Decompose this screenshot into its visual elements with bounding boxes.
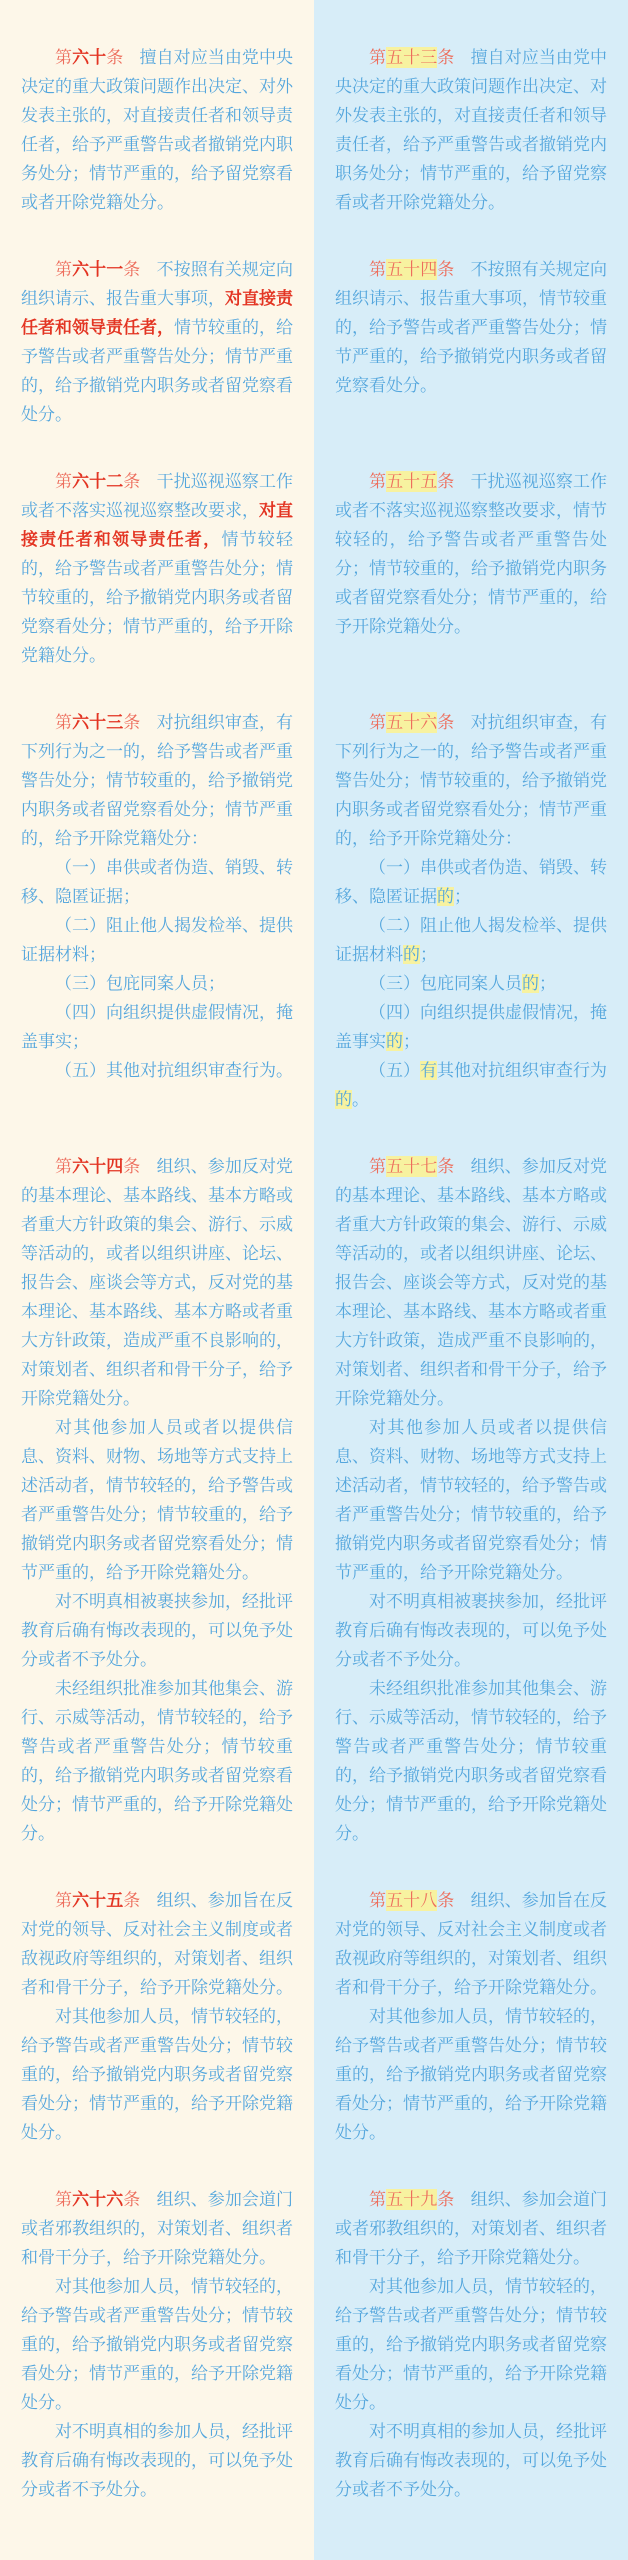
paragraph bbox=[21, 2185, 293, 2272]
article-number: 五十四 bbox=[386, 260, 438, 279]
text-segment: （四）向组织提供虚假情况，掩盖事实； bbox=[21, 1003, 293, 1051]
article-number: 五十九 bbox=[386, 2190, 438, 2209]
text-segment: ； bbox=[539, 974, 556, 993]
text-segment: 组织、参加会道门或者邪教组织的，对策划者、组织者和骨干分子，给予开除党籍处分。 bbox=[21, 2190, 294, 2267]
paragraph bbox=[21, 1056, 293, 1085]
article-marker-prefix: 第 bbox=[55, 2190, 73, 2209]
text-segment: 。 bbox=[352, 1090, 369, 1109]
highlight-segment: 有 bbox=[420, 1061, 437, 1080]
emphasis-segment: 对直接责任者和领导责任者， bbox=[21, 289, 293, 337]
paragraph bbox=[21, 2002, 293, 2147]
article-marker-suffix: 条 bbox=[437, 472, 455, 491]
article-marker-prefix: 第 bbox=[369, 1891, 387, 1910]
highlight-segment: 的 bbox=[403, 945, 420, 964]
article-number: 五十八 bbox=[386, 1891, 438, 1910]
paragraph bbox=[335, 708, 607, 853]
paragraph bbox=[335, 2417, 607, 2504]
text-segment: 情节较轻的，给予警告或者严重警告处分；情节较重的，给予撤销党内职务或者留党察看处分；情节严重的，给予开除党籍处分。 bbox=[21, 530, 294, 665]
article-marker-suffix: 条 bbox=[123, 1157, 141, 1176]
article-marker-suffix: 条 bbox=[123, 472, 141, 491]
new-version-article-五十九 bbox=[314, 2166, 628, 2560]
text-segment: 对抗组织审查，有下列行为之一的，给予警告或者严重警告处分；情节较重的，给予撤销党内职务或者留党察看处分；情节严重的，给予开除党籍处分： bbox=[21, 713, 294, 848]
text-segment: （一）串供或者伪造、销毁、转移、隐匿证据 bbox=[335, 858, 607, 906]
article-marker-prefix: 第 bbox=[369, 1157, 387, 1176]
old-version-article-六十六 bbox=[0, 2166, 314, 2560]
text-segment: （一）串供或者伪造、销毁、转移、隐匿证据； bbox=[21, 858, 293, 906]
text-segment: 组织、参加反对党的基本理论、基本路线、基本方略或者重大方针政策的集会、游行、示威等活动的，或者以组织讲座、论坛、报告会、座谈会等方式，反对党的基本理论、基本路线、基本方略或者重大方针政策，造成严重不良影响的，对策划者、组织者和骨干分子，给予开除党籍处分。 bbox=[21, 1157, 294, 1408]
text-segment: 擅自对应当由党中央决定的重大政策问题作出决定、对外发表主张的，对直接责任者和领导责任者，给予严重警告或者撤销党内职务处分；情节严重的，给予留党察看或者开除党籍处分。 bbox=[21, 48, 294, 212]
highlight-segment: 的 bbox=[386, 1032, 403, 1051]
highlight-segment: 的 bbox=[522, 974, 539, 993]
old-version-article-六十四 bbox=[0, 1133, 314, 1867]
article-marker-suffix: 条 bbox=[437, 2190, 455, 2209]
paragraph bbox=[21, 2272, 293, 2417]
text-segment: 干扰巡视巡察工作或者不落实巡视巡察整改要求， bbox=[21, 472, 294, 520]
paragraph bbox=[21, 1152, 293, 1413]
highlight-segment: 的 bbox=[335, 1090, 352, 1109]
article-number: 五十三 bbox=[386, 48, 438, 67]
paragraph bbox=[335, 1413, 607, 1587]
old-version-article-六十一 bbox=[0, 236, 314, 448]
article-marker-suffix: 条 bbox=[123, 2190, 141, 2209]
article-number: 六十五 bbox=[72, 1891, 124, 1910]
paragraph bbox=[335, 255, 607, 400]
text-segment: （三）包庇同案人员； bbox=[55, 974, 225, 993]
article-marker-prefix: 第 bbox=[369, 472, 387, 491]
text-segment: 未经组织批准参加其他集会、游行、示威等活动，情节较轻的，给予警告或者严重警告处分；情节较重的，给予撤销党内职务或者留党察看处分；情节严重的，给予开除党籍处分。 bbox=[335, 1679, 607, 1843]
paragraph bbox=[335, 1152, 607, 1413]
article-marker-prefix: 第 bbox=[55, 48, 73, 67]
text-segment: （五） bbox=[369, 1061, 420, 1080]
paragraph bbox=[21, 255, 293, 429]
new-version-article-五十八 bbox=[314, 1867, 628, 2166]
text-segment: 对其他参加人员，情节较轻的，给予警告或者严重警告处分；情节较重的，给予撤销党内职务或者留党察看处分；情节严重的，给予开除党籍处分。 bbox=[21, 2277, 293, 2412]
new-version-article-五十五 bbox=[314, 448, 628, 689]
article-marker-suffix: 条 bbox=[437, 1157, 455, 1176]
article-marker-suffix: 条 bbox=[437, 48, 455, 67]
text-segment: ； bbox=[454, 887, 471, 906]
old-version-article-六十二 bbox=[0, 448, 314, 689]
article-marker-prefix: 第 bbox=[55, 1157, 73, 1176]
article-number: 五十七 bbox=[386, 1157, 438, 1176]
paragraph bbox=[21, 1886, 293, 2002]
text-segment: 对其他参加人员或者以提供信息、资料、财物、场地等方式支持上述活动者，情节较轻的，给予警告或者严重警告处分；情节较重的，给予撤销党内职务或者留党察看处分；情节严重的，给予开除党籍处分。 bbox=[21, 1418, 293, 1582]
text-segment: 组织、参加旨在反对党的领导、反对社会主义制度或者敌视政府等组织的，对策划者、组织者和骨干分子，给予开除党籍处分。 bbox=[21, 1891, 294, 1997]
text-segment: （二）阻止他人揭发检举、提供证据材料 bbox=[335, 916, 607, 964]
new-version-article-五十四 bbox=[314, 236, 628, 448]
paragraph bbox=[21, 2417, 293, 2504]
paragraph bbox=[335, 998, 607, 1056]
text-segment: 其他对抗组织审查行为 bbox=[437, 1061, 607, 1080]
article-marker-prefix: 第 bbox=[55, 713, 73, 732]
article-marker-suffix: 条 bbox=[123, 713, 141, 732]
article-number: 六十 bbox=[72, 48, 107, 67]
article-marker-suffix: 条 bbox=[437, 260, 455, 279]
article-marker-prefix: 第 bbox=[55, 260, 73, 279]
text-segment: 对其他参加人员，情节较轻的，给予警告或者严重警告处分；情节较重的，给予撤销党内职务或者留党察看处分；情节严重的，给予开除党籍处分。 bbox=[335, 2007, 607, 2142]
text-segment: 组织、参加反对党的基本理论、基本路线、基本方略或者重大方针政策的集会、游行、示威等活动的，或者以组织讲座、论坛、报告会、座谈会等方式，反对党的基本理论、基本路线、基本方略或者重大方针政策，造成严重不良影响的，对策划者、组织者和骨干分子，给予开除党籍处分。 bbox=[335, 1157, 608, 1408]
paragraph bbox=[21, 853, 293, 911]
text-segment: （四）向组织提供虚假情况，掩盖事实 bbox=[335, 1003, 607, 1051]
article-marker-suffix: 条 bbox=[106, 48, 124, 67]
article-marker-suffix: 条 bbox=[123, 260, 141, 279]
paragraph bbox=[335, 1674, 607, 1848]
text-segment: 擅自对应当由党中央决定的重大政策问题作出决定、对外发表主张的，对直接责任者和领导责任者，给予严重警告或者撤销党内职务处分；情节严重的，给予留党察看或者开除党籍处分。 bbox=[335, 48, 608, 212]
new-version-article-五十三 bbox=[314, 0, 628, 236]
paragraph bbox=[335, 1587, 607, 1674]
article-marker-prefix: 第 bbox=[369, 713, 387, 732]
text-segment: 对不明真相的参加人员，经批评教育后确有悔改表现的，可以免予处分或者不予处分。 bbox=[21, 2422, 293, 2499]
article-marker-suffix: 条 bbox=[437, 713, 455, 732]
article-marker-prefix: 第 bbox=[369, 2190, 387, 2209]
article-number: 六十六 bbox=[72, 2190, 124, 2209]
article-number: 五十六 bbox=[386, 713, 438, 732]
paragraph bbox=[335, 2185, 607, 2272]
text-segment: （三）包庇同案人员 bbox=[369, 974, 522, 993]
article-marker-suffix: 条 bbox=[123, 1891, 141, 1910]
paragraph bbox=[21, 998, 293, 1056]
text-segment: 对其他参加人员，情节较轻的，给予警告或者严重警告处分；情节较重的，给予撤销党内职务或者留党察看处分；情节严重的，给予开除党籍处分。 bbox=[335, 2277, 607, 2412]
paragraph bbox=[335, 2272, 607, 2417]
text-segment: 情节较重的，给予警告或者严重警告处分；情节严重的，给予撤销党内职务或者留党察看处分。 bbox=[21, 318, 293, 424]
article-number: 六十一 bbox=[72, 260, 124, 279]
paragraph bbox=[21, 969, 293, 998]
text-segment: 组织、参加会道门或者邪教组织的，对策划者、组织者和骨干分子，给予开除党籍处分。 bbox=[335, 2190, 608, 2267]
article-marker-prefix: 第 bbox=[369, 260, 387, 279]
text-segment: 对不明真相被裹挟参加，经批评教育后确有悔改表现的，可以免予处分或者不予处分。 bbox=[335, 1592, 607, 1669]
text-segment: 对其他参加人员，情节较轻的，给予警告或者严重警告处分；情节较重的，给予撤销党内职务或者留党察看处分；情节严重的，给予开除党籍处分。 bbox=[21, 2007, 293, 2142]
paragraph bbox=[335, 2002, 607, 2147]
text-segment: ； bbox=[403, 1032, 420, 1051]
text-segment: 对抗组织审查，有下列行为之一的，给予警告或者严重警告处分；情节较重的，给予撤销党内职务或者留党察看处分；情节严重的，给予开除党籍处分： bbox=[335, 713, 608, 848]
paragraph bbox=[21, 467, 293, 670]
article-marker-suffix: 条 bbox=[437, 1891, 455, 1910]
paragraph bbox=[335, 1056, 607, 1114]
paragraph bbox=[21, 1587, 293, 1674]
article-marker-prefix: 第 bbox=[55, 472, 73, 491]
article-marker-prefix: 第 bbox=[369, 48, 387, 67]
text-segment: 未经组织批准参加其他集会、游行、示威等活动，情节较轻的，给予警告或者严重警告处分；情节较重的，给予撤销党内职务或者留党察看处分；情节严重的，给予开除党籍处分。 bbox=[21, 1679, 293, 1843]
old-version-article-六十五 bbox=[0, 1867, 314, 2166]
text-segment: 对不明真相的参加人员，经批评教育后确有悔改表现的，可以免予处分或者不予处分。 bbox=[335, 2422, 607, 2499]
new-version-article-五十六 bbox=[314, 689, 628, 1133]
paragraph bbox=[21, 1413, 293, 1587]
text-segment: 对其他参加人员或者以提供信息、资料、财物、场地等方式支持上述活动者，情节较轻的，给予警告或者严重警告处分；情节较重的，给予撤销党内职务或者留党察看处分；情节严重的，给予开除党籍处分。 bbox=[335, 1418, 607, 1582]
emphasis-segment: 对直接责任者和领导责任者， bbox=[21, 501, 293, 549]
paragraph bbox=[335, 969, 607, 998]
text-segment: 不按照有关规定向组织请示、报告重大事项，情节较重的，给予警告或者严重警告处分；情节严重的，给予撤销党内职务或者留党察看处分。 bbox=[335, 260, 608, 395]
old-version-article-六十三 bbox=[0, 689, 314, 1133]
text-segment: 不按照有关规定向组织请示、报告重大事项， bbox=[21, 260, 294, 308]
article-number: 五十五 bbox=[386, 472, 438, 491]
paragraph bbox=[335, 1886, 607, 2002]
article-number: 六十三 bbox=[72, 713, 124, 732]
old-version-article-六十 bbox=[0, 0, 314, 236]
paragraph bbox=[335, 911, 607, 969]
paragraph bbox=[335, 43, 607, 217]
text-segment: （五）其他对抗组织审查行为。 bbox=[55, 1061, 293, 1080]
paragraph bbox=[21, 708, 293, 853]
text-segment: （二）阻止他人揭发检举、提供证据材料； bbox=[21, 916, 293, 964]
text-segment: 干扰巡视巡察工作或者不落实巡视巡察整改要求，情节较轻的，给予警告或者严重警告处分；情节较重的，给予撤销党内职务或者留党察看处分；情节严重的，给予开除党籍处分。 bbox=[335, 472, 608, 636]
article-marker-prefix: 第 bbox=[55, 1891, 73, 1910]
paragraph bbox=[21, 911, 293, 969]
text-segment: 对不明真相被裹挟参加，经批评教育后确有悔改表现的，可以免予处分或者不予处分。 bbox=[21, 1592, 293, 1669]
new-version-article-五十七 bbox=[314, 1133, 628, 1867]
paragraph bbox=[21, 43, 293, 217]
highlight-segment: 的 bbox=[437, 887, 454, 906]
article-number: 六十二 bbox=[72, 472, 124, 491]
article-number: 六十四 bbox=[72, 1157, 124, 1176]
paragraph bbox=[21, 1674, 293, 1848]
paragraph bbox=[335, 853, 607, 911]
paragraph bbox=[335, 467, 607, 641]
text-segment: ； bbox=[420, 945, 437, 964]
text-segment: 组织、参加旨在反对党的领导、反对社会主义制度或者敌视政府等组织的，对策划者、组织者和骨干分子，给予开除党籍处分。 bbox=[335, 1891, 608, 1997]
